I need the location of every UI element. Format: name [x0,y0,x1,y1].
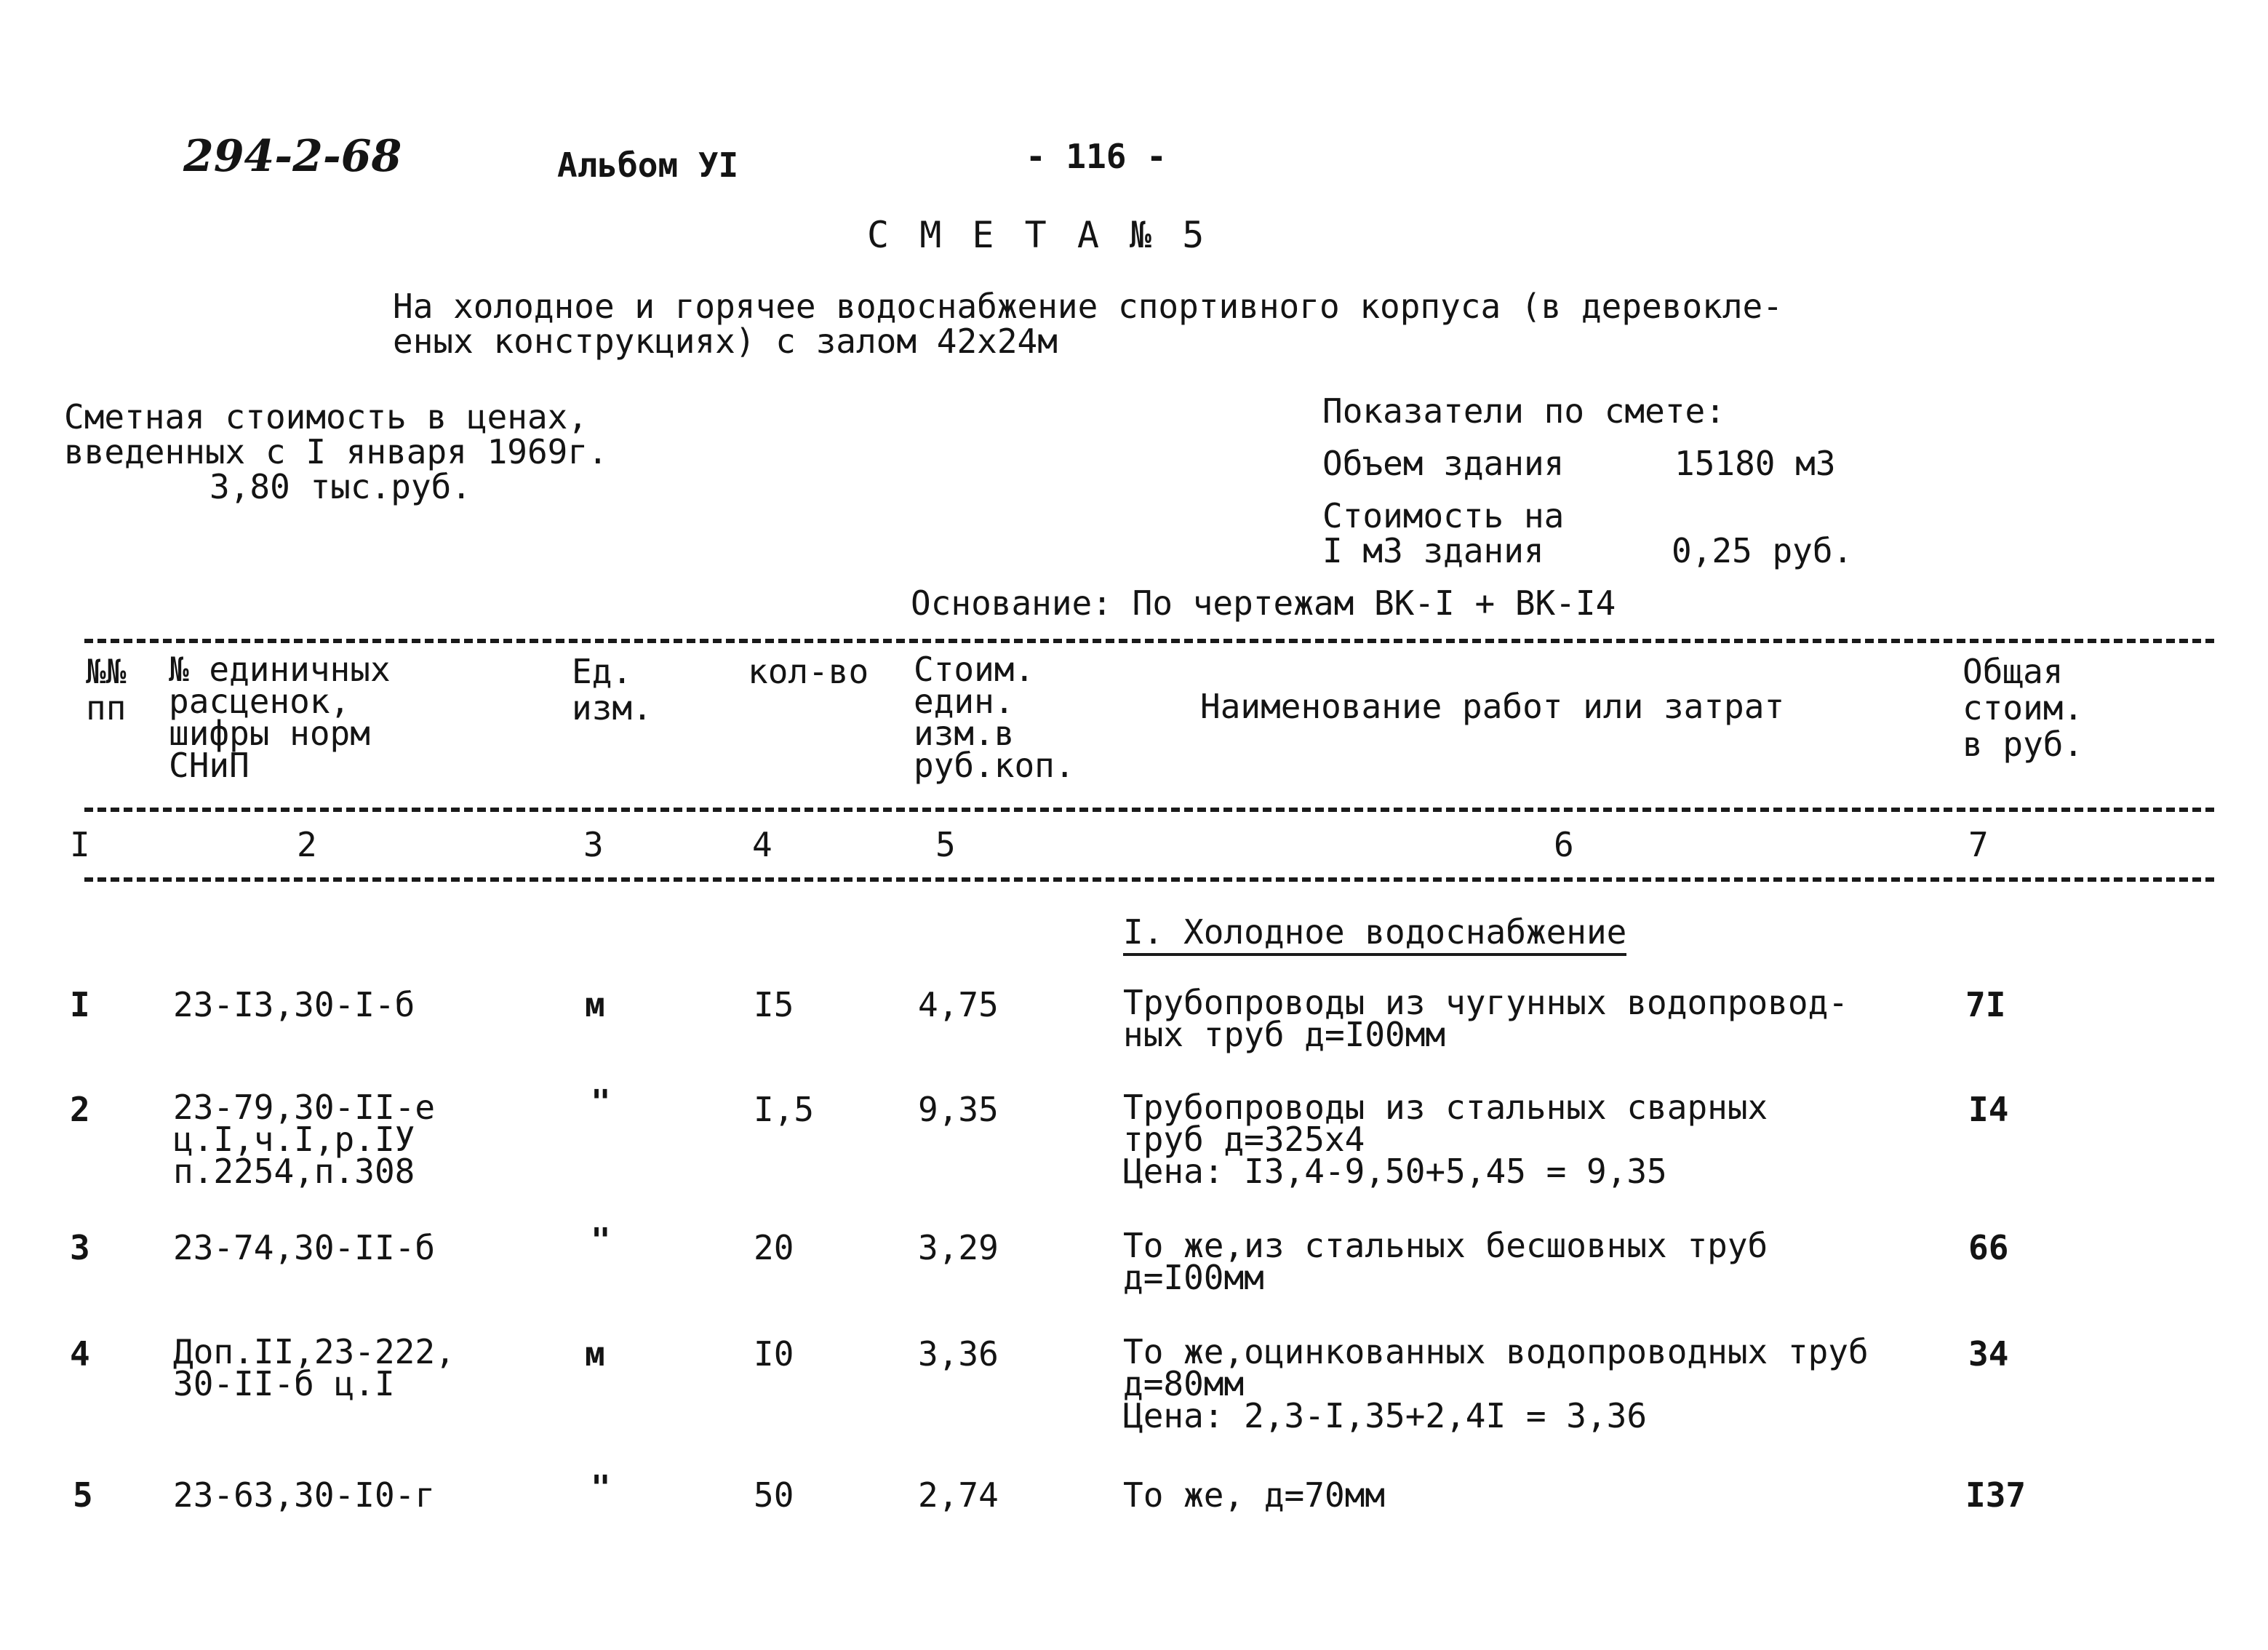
row-total: I4 [1968,1090,2009,1129]
row-total: 66 [1968,1228,2009,1267]
row-name: То же,оцинкованных водопроводных труб д=80мм Цена: 2,3-I,35+2,4I = 3,36 [1123,1332,1869,1435]
header-code: № единичных расценок, шифры норм СНиП [169,650,391,785]
row-unit: " [591,1083,611,1122]
row-name: Трубопроводы из чугунных водопровод- ных труб д=I00мм [1123,983,1848,1054]
cost-line-2: введенных с I января 1969г. [64,432,608,471]
row-unit: " [591,1468,611,1507]
table-rule-top [84,639,2214,643]
row-name: Трубопроводы из стальных сварных труб д=325х4 Цена: I3,4-9,50+5,45 = 9,35 [1123,1088,1768,1191]
row-unit: м [585,1334,605,1374]
subtitle-line-2: еных конструкциях) с залом 42х24м [393,322,1058,361]
basis-line: Основание: По чертежам ВК-I + ВК-I4 [911,583,1616,623]
row-price: 3,29 [918,1228,999,1267]
row-code: 23-I3,30-I-б [173,985,415,1024]
row-price: 3,36 [918,1334,999,1374]
unit-cost-label-1: Стоимость на [1322,496,1565,535]
row-code: Доп.II,23-222, 30-II-б ц.I [173,1332,455,1403]
section-title [1123,914,1626,950]
row-code: 23-63,30-I0-г [173,1475,436,1515]
unit-cost-label-2: I м3 здания [1322,531,1544,570]
cost-value: 3,80 тыс.руб. [209,467,472,506]
col-number-1: I [70,825,90,864]
volume-value: 15180 м3 [1674,444,1836,483]
row-qty: 20 [754,1228,794,1267]
cost-line-1: Сметная стоимость в ценах, [64,397,588,437]
header-unit: Ед. изм. [572,652,652,728]
row-unit: " [591,1221,611,1260]
subtitle-line-1: На холодное и горячее водоснабжение спортивного корпуса (в деревокле- [393,287,1783,326]
row-no: I [70,985,90,1024]
row-total: I37 [1965,1475,2027,1515]
page-title: С М Е Т А № 5 [867,214,1209,256]
col-number-3: 3 [583,825,604,864]
indicators-heading: Показатели по смете: [1322,391,1725,431]
row-code: 23-74,30-II-б [173,1228,436,1267]
row-name: То же,из стальных бесшовных труб д=I00мм [1123,1226,1768,1297]
table-rule-numbers-bottom [84,877,2214,882]
album-label: Альбом УI [557,146,739,185]
col-number-4: 4 [752,825,772,864]
row-no: 2 [70,1090,90,1129]
row-price: 9,35 [918,1090,999,1129]
document-code: 294-2-68 [183,131,402,182]
col-number-2: 2 [297,825,317,864]
table-rule-header-bottom [84,808,2214,812]
row-code: 23-79,30-II-е ц.I,ч.I,р.IУ п.2254,п.308 [173,1088,436,1191]
row-qty: I,5 [754,1090,815,1129]
row-unit: м [585,985,605,1024]
row-name: То же, д=70мм [1123,1475,1386,1515]
header-no: №№ пп [86,652,127,728]
row-price: 4,75 [918,985,999,1024]
row-qty: 50 [754,1475,794,1515]
unit-cost-value: 0,25 руб. [1672,531,1853,570]
header-price: Стоим. един. изм.в руб.коп. [914,650,1075,785]
row-price: 2,74 [918,1475,999,1515]
row-qty: I0 [754,1334,794,1374]
col-number-6: 6 [1554,825,1574,864]
row-no: 3 [70,1228,90,1267]
row-qty: I5 [754,985,794,1024]
page-number: - 116 - [1026,137,1167,176]
col-number-7: 7 [1968,825,1989,864]
row-total: 34 [1968,1334,2009,1374]
section-title-text: I. Холодное водоснабжение [1123,912,1626,956]
volume-label: Объем здания [1322,444,1565,483]
header-name: Наименование работ или затрат [1200,687,1785,726]
row-total: 7I [1965,985,2006,1024]
header-qty: кол-во [748,652,869,691]
header-total: Общая стоим. в руб. [1962,652,2084,764]
row-no: 4 [70,1334,90,1374]
col-number-5: 5 [935,825,956,864]
row-no: 5 [73,1475,93,1515]
